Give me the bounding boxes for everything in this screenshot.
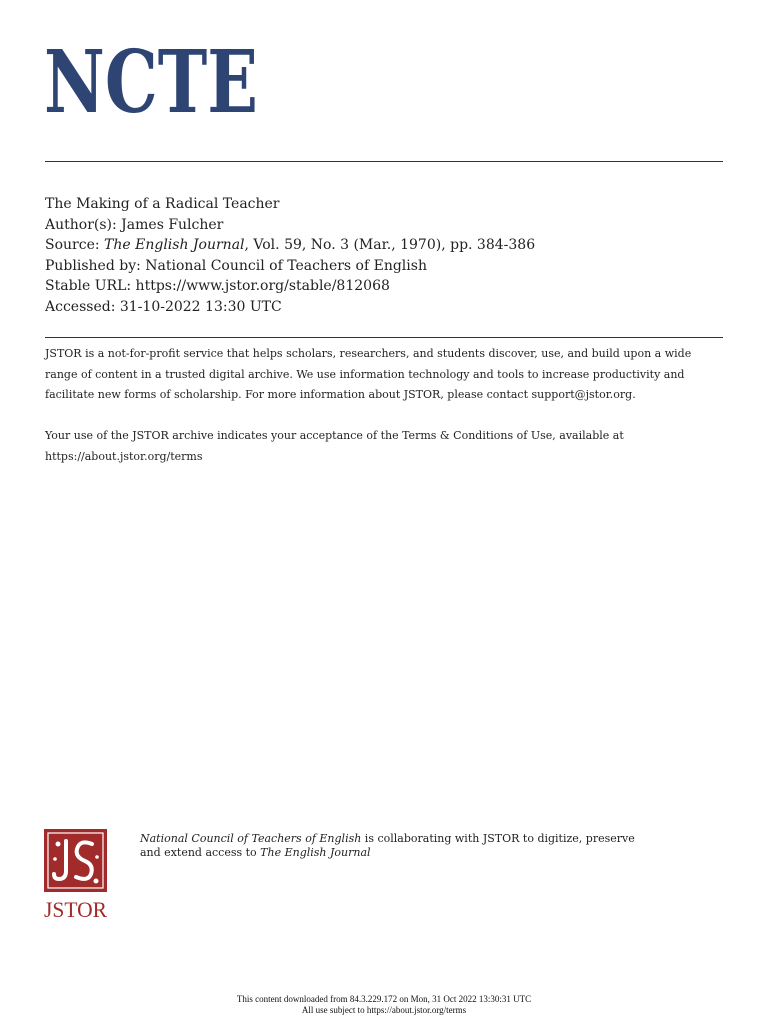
footer-download-line: This content downloaded from 84.3.229.172 on Mon, 31 Oct 2022 13:30:31 UTC [236,994,532,1004]
citation-block [45,194,535,318]
middle-divider [45,337,723,338]
author-line: Author(s): James Fulcher [45,216,224,233]
collab-line-2: and extend access to The English Journal [140,845,371,859]
jstor-logo-text: JSTOR [44,897,108,922]
stable-url-link[interactable]: https://www.jstor.org/stable/812068 [135,278,390,295]
stable-url-line: Stable URL: https://www.jstor.org/stable/812068 [45,278,390,295]
collaboration-note [140,832,635,859]
journal-name: The English Journal [104,237,245,254]
collab-line-1: National Council of Teachers of English is collaborating with JSTOR to digitize, preserve [140,832,635,845]
article-title: The Making of a Radical Teacher [45,196,280,212]
notice-paragraph: JSTOR is a not-for-profit service that helps scholars, researchers, and students discover, use, and build upon a wide range of content in a trusted digital archive. We use information technology and tools to increase productivity and facilitate new forms of scholarship. For more information about JSTOR, please contact support@jstor.org. [45,347,692,401]
top-divider [45,161,723,162]
ncte-logo [44,32,258,133]
source-line: Source: The English Journal, Vol. 59, No. 3 (Mar., 1970), pp. 384-386 [45,237,536,254]
accessed-date: 31-10-2022 13:30 UTC [119,298,282,315]
publisher-line: Published by: National Council of Teachers of English [45,257,427,274]
jstor-logo [44,829,108,922]
collab-journal-name: The English Journal [260,845,371,859]
jstor-notice [45,344,725,467]
ncte-logo-text: NCTE [44,32,258,133]
publisher-name: National Council of Teachers of English [145,257,427,274]
accessed-line: Accessed: 31-10-2022 13:30 UTC [45,298,282,315]
terms-paragraph: Your use of the JSTOR archive indicates your acceptance of the Terms & Conditions of Use, available at https://about.jstor.org/terms [45,429,624,463]
footer-terms-line: All use subject to https://about.jstor.org/terms [301,1005,467,1015]
org-name: National Council of Teachers of English [140,832,362,845]
author-name: James Fulcher [121,216,224,233]
download-footer [0,994,768,1016]
